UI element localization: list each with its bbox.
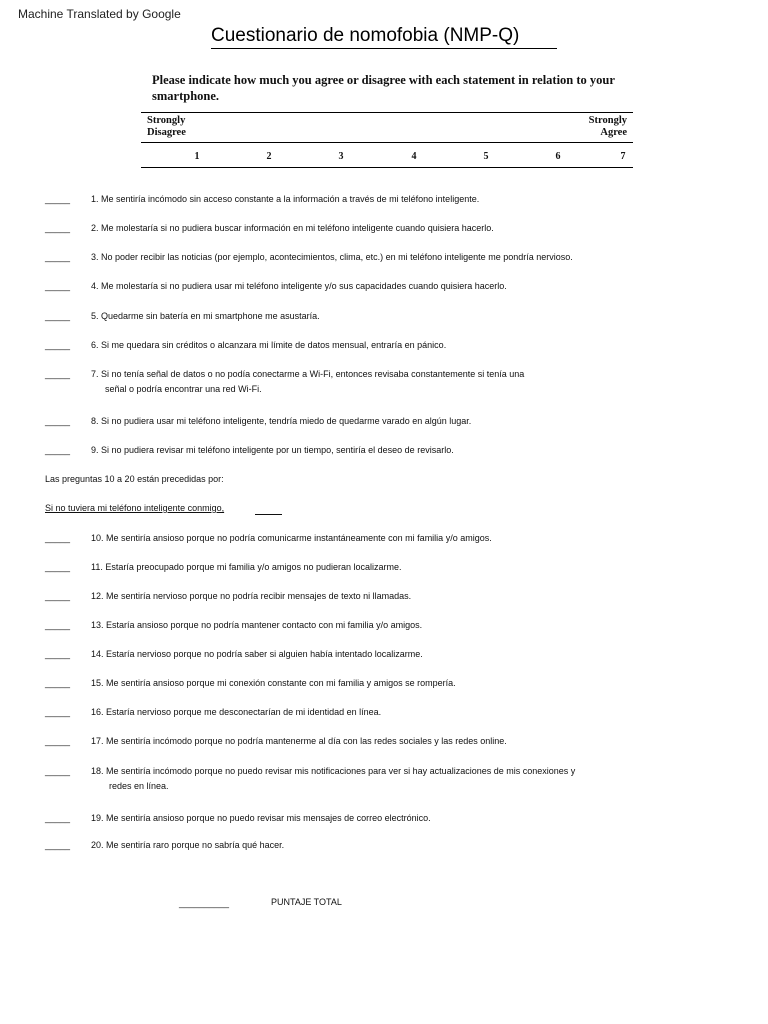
likert-scale [141, 112, 633, 168]
question-text: 10. Me sentiría ansioso porque no podría comunicarme instantáneamente con mi familia y/o amigos. [91, 533, 492, 543]
section-intro: Las preguntas 10 a 20 están precedidas por: [45, 474, 224, 484]
answer-blank[interactable]: _____ [45, 813, 71, 823]
title-underline [211, 48, 557, 49]
question-text: 2. Me molestaría si no pudiera buscar información en mi teléfono inteligente cuando quisiera hacerlo. [91, 223, 494, 233]
scale-point: 4 [411, 151, 417, 162]
question-text [91, 367, 711, 397]
question-text: 13. Estaría ansioso porque no podría mantener contacto con mi familia y/o amigos. [91, 620, 423, 630]
question-text: 8. Si no pudiera usar mi teléfono inteligente, tendría miedo de quedarme varado en algún lugar. [91, 416, 472, 426]
prefix-underline [255, 514, 282, 515]
question-text: 4. Me molestaría si no pudiera usar mi teléfono inteligente y/o sus capacidades cuando quisiera hacerlo. [91, 281, 507, 291]
question-text-line1: 18. Me sentiría incómodo porque no puedo revisar mis notificaciones para ver si hay actualizaciones de mis conexiones y [91, 766, 576, 776]
question-text: 9. Si no pudiera revisar mi teléfono inteligente por un tiempo, sentiría el deseo de revisarlo. [91, 445, 454, 455]
right-anchor-line1: Strongly [588, 115, 627, 126]
scale-point: 1 [194, 151, 200, 162]
section-prefix: Si no tuviera mi teléfono inteligente conmigo, [45, 503, 225, 513]
question-text: 11. Estaría preocupado porque mi familia y/o amigos no pudieran localizarme. [91, 562, 402, 572]
answer-blank[interactable]: _____ [45, 340, 71, 350]
left-anchor-line1: Strongly [147, 115, 186, 126]
scale-top-rule [141, 112, 633, 113]
answer-blank[interactable]: _____ [45, 678, 71, 688]
answer-blank[interactable]: _____ [45, 766, 71, 776]
right-anchor-line2: Agree [600, 127, 627, 138]
question-text: 12. Me sentiría nervioso porque no podría recibir mensajes de texto ni llamadas. [91, 591, 412, 601]
answer-blank[interactable]: _____ [45, 252, 71, 262]
answer-blank[interactable]: _____ [45, 562, 71, 572]
answer-blank[interactable]: _____ [45, 707, 71, 717]
answer-blank[interactable]: _____ [45, 223, 71, 233]
answer-blank[interactable]: _____ [45, 649, 71, 659]
answer-blank[interactable]: _____ [45, 533, 71, 543]
question-text: 14. Estaría nervioso porque no podría saber si alguien había intentado localizarme. [91, 649, 423, 659]
left-anchor-line2: Disagree [147, 127, 186, 138]
question-text: 3. No poder recibir las noticias (por ejemplo, acontecimientos, clima, etc.) en mi teléfono inteligente me pondría nervioso. [91, 252, 573, 262]
scale-right-anchor [589, 115, 627, 139]
answer-blank[interactable]: _____ [45, 194, 71, 204]
scale-point: 6 [555, 151, 561, 162]
scale-point: 7 [620, 151, 626, 162]
question-text: 17. Me sentiría incómodo porque no podría mantenerme al día con las redes sociales y las redes online. [91, 736, 507, 746]
question-text: 1. Me sentiría incómodo sin acceso constante a la información a través de mi teléfono inteligente. [91, 194, 480, 204]
total-score-blank[interactable]: __________ [179, 898, 230, 908]
scale-left-anchor [147, 115, 186, 139]
answer-blank[interactable]: _____ [45, 369, 71, 379]
answer-blank[interactable]: _____ [45, 736, 71, 746]
answer-blank[interactable]: _____ [45, 416, 71, 426]
question-text: 20. Me sentiría raro porque no sabría qué hacer. [91, 840, 285, 850]
question-text: 5. Quedarme sin batería en mi smartphone me asustaría. [91, 311, 320, 321]
answer-blank[interactable]: _____ [45, 445, 71, 455]
answer-blank[interactable]: _____ [45, 840, 71, 850]
answer-blank[interactable]: _____ [45, 311, 71, 321]
answer-blank[interactable]: _____ [45, 281, 71, 291]
question-text-line1: 7. Si no tenía señal de datos o no podía conectarme a Wi-Fi, entonces revisaba constantemente si tenía una [91, 369, 525, 379]
scale-middle-rule [141, 142, 633, 143]
scale-point: 5 [483, 151, 489, 162]
question-text: 15. Me sentiría ansioso porque mi conexión constante con mi familia y amigos se rompería. [91, 678, 456, 688]
question-text [91, 764, 711, 794]
question-text-line2: redes en línea. [109, 781, 169, 791]
answer-blank[interactable]: _____ [45, 591, 71, 601]
scale-point: 3 [338, 151, 344, 162]
page-title: Cuestionario de nomofobia (NMP-Q) [211, 25, 520, 46]
question-text-line2: señal o podría encontrar una red Wi-Fi. [105, 384, 262, 394]
translation-banner: Machine Translated by Google [18, 7, 181, 21]
scale-instructions: Please indicate how much you agree or disagree with each statement in relation to your smartphone. [152, 73, 615, 103]
scale-point: 2 [266, 151, 272, 162]
question-text: 16. Estaría nervioso porque me desconectarían de mi identidad en línea. [91, 707, 382, 717]
scale-bottom-rule [141, 167, 633, 168]
total-score-label: PUNTAJE TOTAL [271, 897, 342, 907]
question-text: 19. Me sentiría ansioso porque no puedo revisar mis mensajes de correo electrónico. [91, 813, 431, 823]
question-text: 6. Si me quedara sin créditos o alcanzara mi límite de datos mensual, entraría en pánico. [91, 340, 447, 350]
answer-blank[interactable]: _____ [45, 620, 71, 630]
